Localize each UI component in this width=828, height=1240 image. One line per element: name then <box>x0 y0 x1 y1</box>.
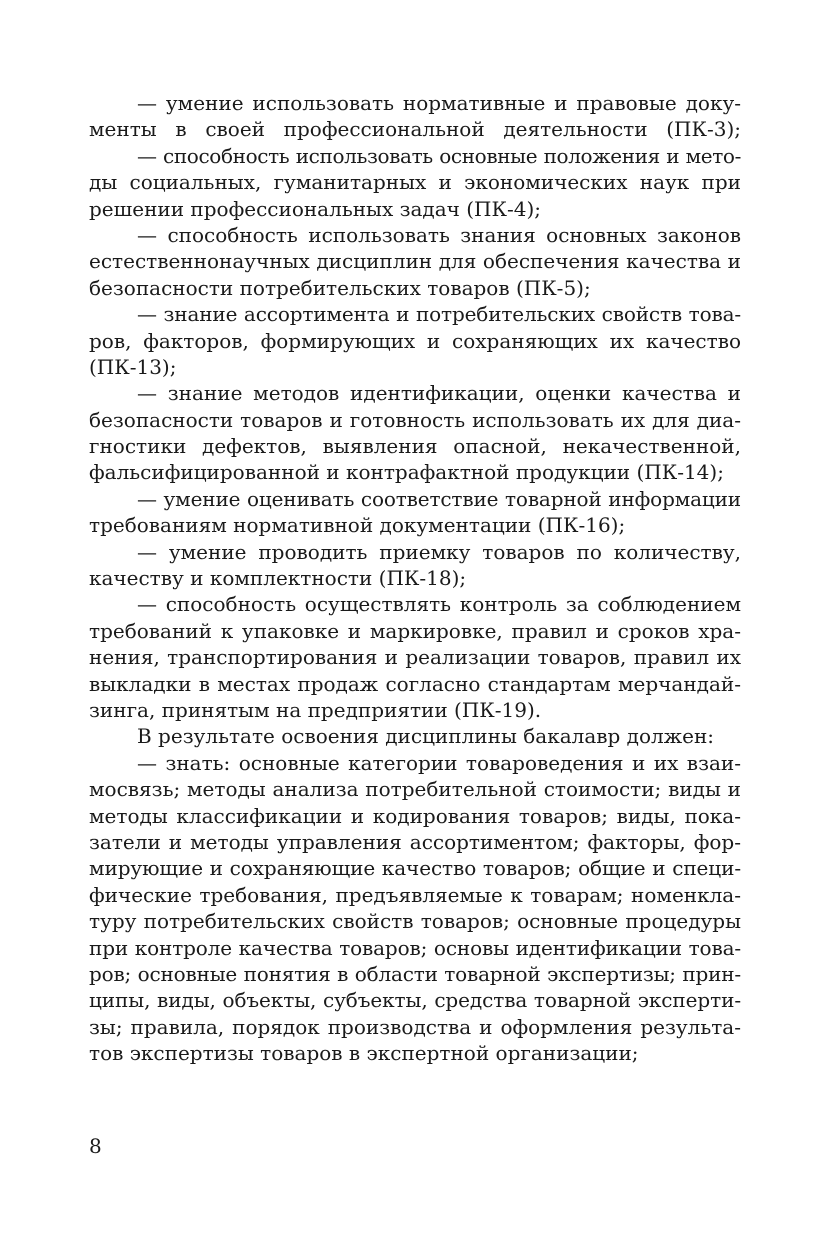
text-line: безопасности товаров и готовность использовать их для диа- <box>89 407 741 432</box>
text-line: фальсифицированной и контрафактной продукции (ПК-14); <box>89 460 724 485</box>
text-line: — умение проводить приемку товаров по количеству, <box>137 539 741 564</box>
text-line: — умение использовать нормативные и правовые доку- <box>137 91 741 115</box>
text-line: требованиям нормативной документации (ПК-16); <box>89 513 626 538</box>
text-line: — знать: основные категории товароведения и их взаи- <box>137 750 741 775</box>
text-line: при контроле качества товаров; основы идентификации това- <box>89 935 741 960</box>
text-line: — знание методов идентификации, оценки качества и <box>137 381 741 406</box>
text-line: зы; правила, порядок производства и оформления результа- <box>89 1014 741 1039</box>
text-line: выкладки в местах продаж согласно стандартам мерчандай- <box>89 671 741 696</box>
text-line: — умение оценивать соответствие товарной информации <box>137 486 741 511</box>
text-line: ров; основные понятия в области товарной экспертизы; прин- <box>89 961 741 986</box>
text-line: (ПК-13); <box>89 354 177 379</box>
text-line: зинга, принятым на предприятии (ПК-19). <box>89 697 542 722</box>
text-line: мосвязь; методы анализа потребительной стоимости; виды и <box>89 777 741 802</box>
text-line: фические требования, предъявляемые к товарам; номенкла- <box>89 882 741 907</box>
text-line: безопасности потребительских товаров (ПК-5); <box>89 275 591 300</box>
text-line: нения, транспортирования и реализации товаров, правил их <box>89 645 741 670</box>
text-line: ров, факторов, формирующих и сохраняющих их качество <box>89 328 741 353</box>
text-line: — способность осуществлять контроль за соблюдением <box>137 592 741 617</box>
text-line: ды социальных, гуманитарных и экономических наук при <box>89 170 741 195</box>
text-line: решении профессиональных задач (ПК-4); <box>89 196 541 221</box>
page-body-text <box>89 90 741 1066</box>
text-line: тов экспертизы товаров в экспертной организации; <box>89 1041 639 1066</box>
text-line: — способность использовать основные положения и мето- <box>137 143 741 168</box>
text-line: — способность использовать знания основных законов <box>137 222 741 247</box>
text-line: ципы, виды, объекты, субъекты, средства товарной эксперти- <box>89 988 741 1013</box>
text-line: методы классификации и кодирования товаров; виды, пока- <box>89 803 741 828</box>
text-line: В результате освоения дисциплины бакалавр должен: <box>137 724 715 749</box>
page-number: 8 <box>89 1134 102 1158</box>
text-line: — знание ассортимента и потребительских свойств това- <box>137 302 741 327</box>
text-line: гностики дефектов, выявления опасной, некачественной, <box>89 434 741 459</box>
text-line: затели и методы управления ассортиментом; факторы, фор- <box>89 829 741 854</box>
text-line: естественнонаучных дисциплин для обеспечения качества и <box>89 249 741 274</box>
text-line: качеству и комплектности (ПК-18); <box>89 566 467 591</box>
text-line: требований к упаковке и маркировке, правил и сроков хра- <box>89 618 741 643</box>
text-line: менты в своей профессиональной деятельности (ПК-3); <box>89 117 741 142</box>
text-line: туру потребительских свойств товаров; основные процедуры <box>89 909 741 934</box>
text-line: мирующие и сохраняющие качество товаров; общие и специ- <box>89 856 741 881</box>
